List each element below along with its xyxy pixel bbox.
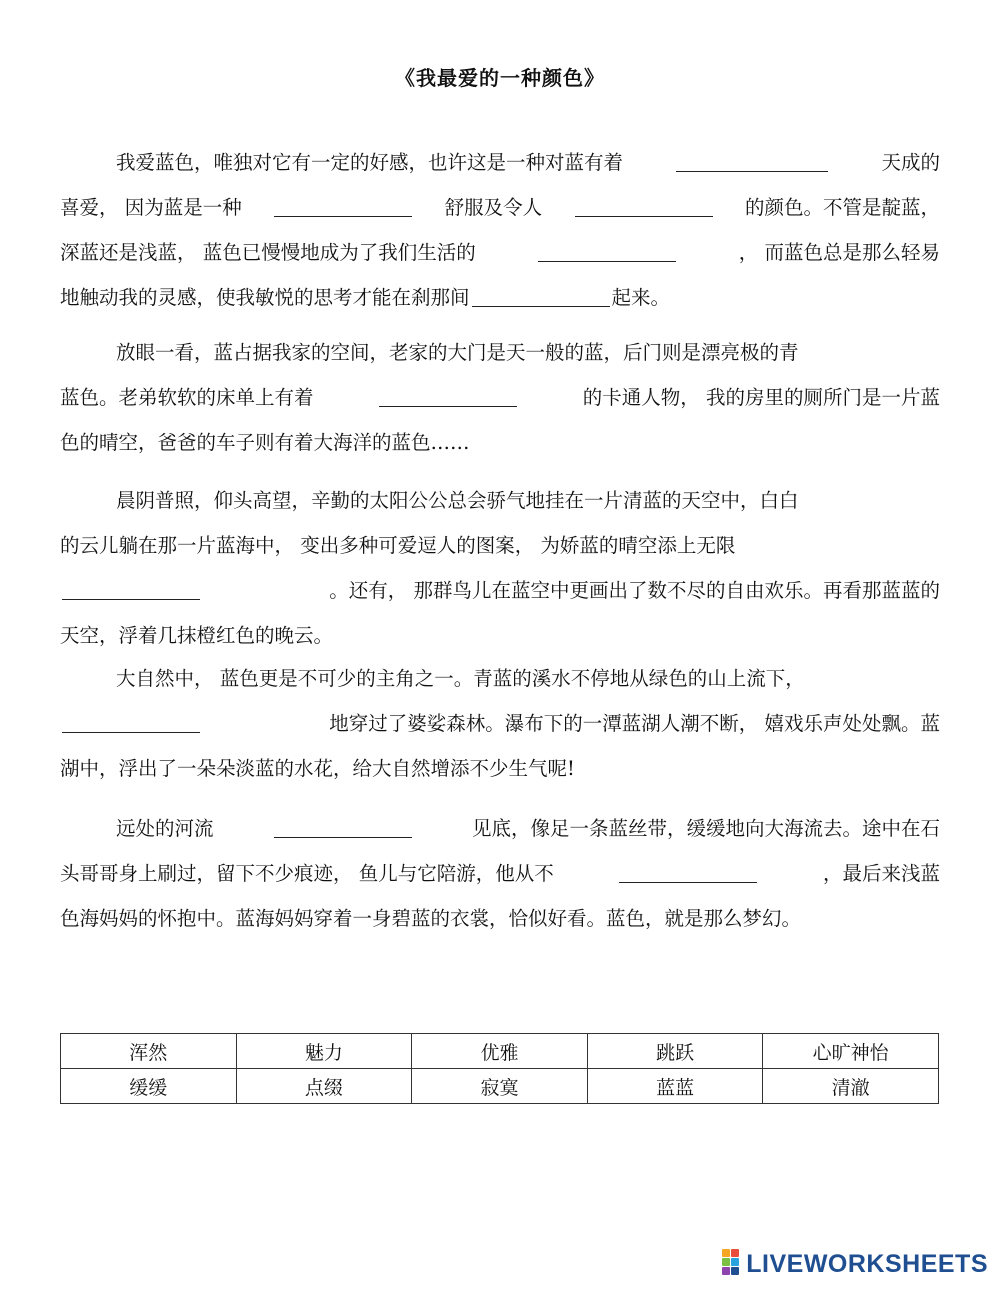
answer-blank[interactable]	[274, 817, 412, 838]
text-line	[60, 381, 940, 411]
text-segment: 远处的河流	[116, 817, 214, 840]
text-segment: 大自然中， 蓝色更是不可少的主角之一。青蓝的溪水不停地从绿色的山上流下，	[116, 667, 805, 690]
text-line	[60, 281, 940, 311]
text-segment: 晨阴普照，仰头高望，辛勤的太阳公公总会骄气地挂在一片清蓝的天空中，白白	[116, 489, 799, 512]
text-segment: ，最后来浅蓝	[822, 862, 940, 885]
text-segment: 天空，浮着几抹橙红色的晚云。	[60, 624, 334, 647]
text-line	[60, 191, 940, 221]
text-segment: 色的晴空，爸爸的车子则有着大海洋的蓝色……	[60, 431, 470, 454]
answer-blank[interactable]	[62, 579, 200, 600]
text-segment: 我爱蓝色，唯独对它有一定的好感，也许这是一种对蓝有着	[116, 151, 624, 174]
word-bank-row	[61, 1034, 939, 1069]
answer-blank[interactable]	[62, 712, 200, 733]
word-bank-cell: 浑然	[61, 1034, 237, 1069]
text-line	[60, 426, 940, 456]
text-line	[60, 619, 940, 649]
text-segment: 地触动我的灵感，使我敏悦的思考才能在刹那间	[60, 286, 470, 309]
word-bank-cell: 优雅	[412, 1034, 588, 1069]
word-bank-cell: 清澈	[763, 1069, 939, 1104]
answer-blank[interactable]	[575, 196, 713, 217]
text-segment: 湖中，浮出了一朵朵淡蓝的水花，给大自然增添不少生气呢!	[60, 757, 575, 780]
text-line	[60, 662, 940, 692]
text-segment: 的卡通人物， 我的房里的厕所门是一片蓝	[582, 386, 940, 409]
answer-blank[interactable]	[274, 196, 412, 217]
text-line	[60, 752, 940, 782]
worksheet-title: 《我最爱的一种颜色》	[395, 66, 605, 90]
text-segment: 头哥哥身上刷过，留下不少痕迹， 鱼儿与它陪游，他从不	[60, 862, 554, 885]
text-segment: 的云儿躺在那一片蓝海中， 变出多种可爱逗人的图案， 为娇蓝的晴空添上无限	[60, 534, 736, 557]
text-line	[60, 146, 940, 176]
word-bank-row	[61, 1069, 939, 1104]
text-line	[60, 707, 940, 737]
word-bank-cell: 跳跃	[587, 1034, 763, 1069]
text-line	[60, 484, 940, 514]
word-bank-table	[60, 1033, 939, 1104]
text-segment: 蓝色。老弟软软的床单上有着	[60, 386, 314, 409]
text-segment: 地穿过了婆娑森林。瀑布下的一潭蓝湖人潮不断， 嬉戏乐声处处飘。蓝	[329, 712, 940, 735]
text-segment: 起来。	[611, 286, 671, 309]
text-segment: ， 而蓝色总是那么轻易	[738, 241, 940, 264]
text-segment: 放眼一看，蓝占据我家的空间，老家的大门是天一般的蓝，后门则是漂亮极的青	[116, 341, 799, 364]
text-line	[60, 529, 940, 559]
logo-icon	[722, 1249, 740, 1279]
text-line	[60, 812, 940, 842]
text-segment: 色海妈妈的怀抱中。蓝海妈妈穿着一身碧蓝的衣裳，恰似好看。蓝色，就是那么梦幻。	[60, 907, 802, 930]
answer-blank[interactable]	[676, 151, 828, 172]
logo-text: LIVEWORKSHEETS	[746, 1249, 988, 1278]
text-segment: 喜爱， 因为蓝是一种	[60, 196, 242, 219]
word-bank-cell: 点缀	[236, 1069, 412, 1104]
word-bank-cell: 缓缓	[61, 1069, 237, 1104]
text-segment: 。还有， 那群鸟儿在蓝空中更画出了数不尽的自由欢乐。再看那蓝蓝的	[329, 579, 940, 602]
text-segment: 天成的	[881, 151, 940, 174]
word-bank-cell: 寂寞	[412, 1069, 588, 1104]
answer-blank[interactable]	[538, 241, 676, 262]
text-segment: 舒服及令人	[444, 196, 543, 219]
text-line	[60, 902, 940, 932]
word-bank-cell: 蓝蓝	[587, 1069, 763, 1104]
answer-blank[interactable]	[379, 386, 517, 407]
answer-blank[interactable]	[472, 286, 610, 307]
text-segment: 的颜色。不管是靛蓝，	[744, 196, 940, 219]
answer-blank[interactable]	[619, 862, 757, 883]
word-bank-cell: 魅力	[236, 1034, 412, 1069]
text-line	[60, 336, 940, 366]
text-segment: 见底，像足一条蓝丝带，缓缓地向大海流去。途中在石	[471, 817, 940, 840]
text-line	[60, 574, 940, 604]
liveworksheets-logo	[722, 1249, 988, 1279]
text-segment: 深蓝还是浅蓝， 蓝色已慢慢地成为了我们生活的	[60, 241, 476, 264]
word-bank-cell: 心旷神怡	[763, 1034, 939, 1069]
text-line	[60, 857, 940, 887]
text-line	[60, 236, 940, 266]
